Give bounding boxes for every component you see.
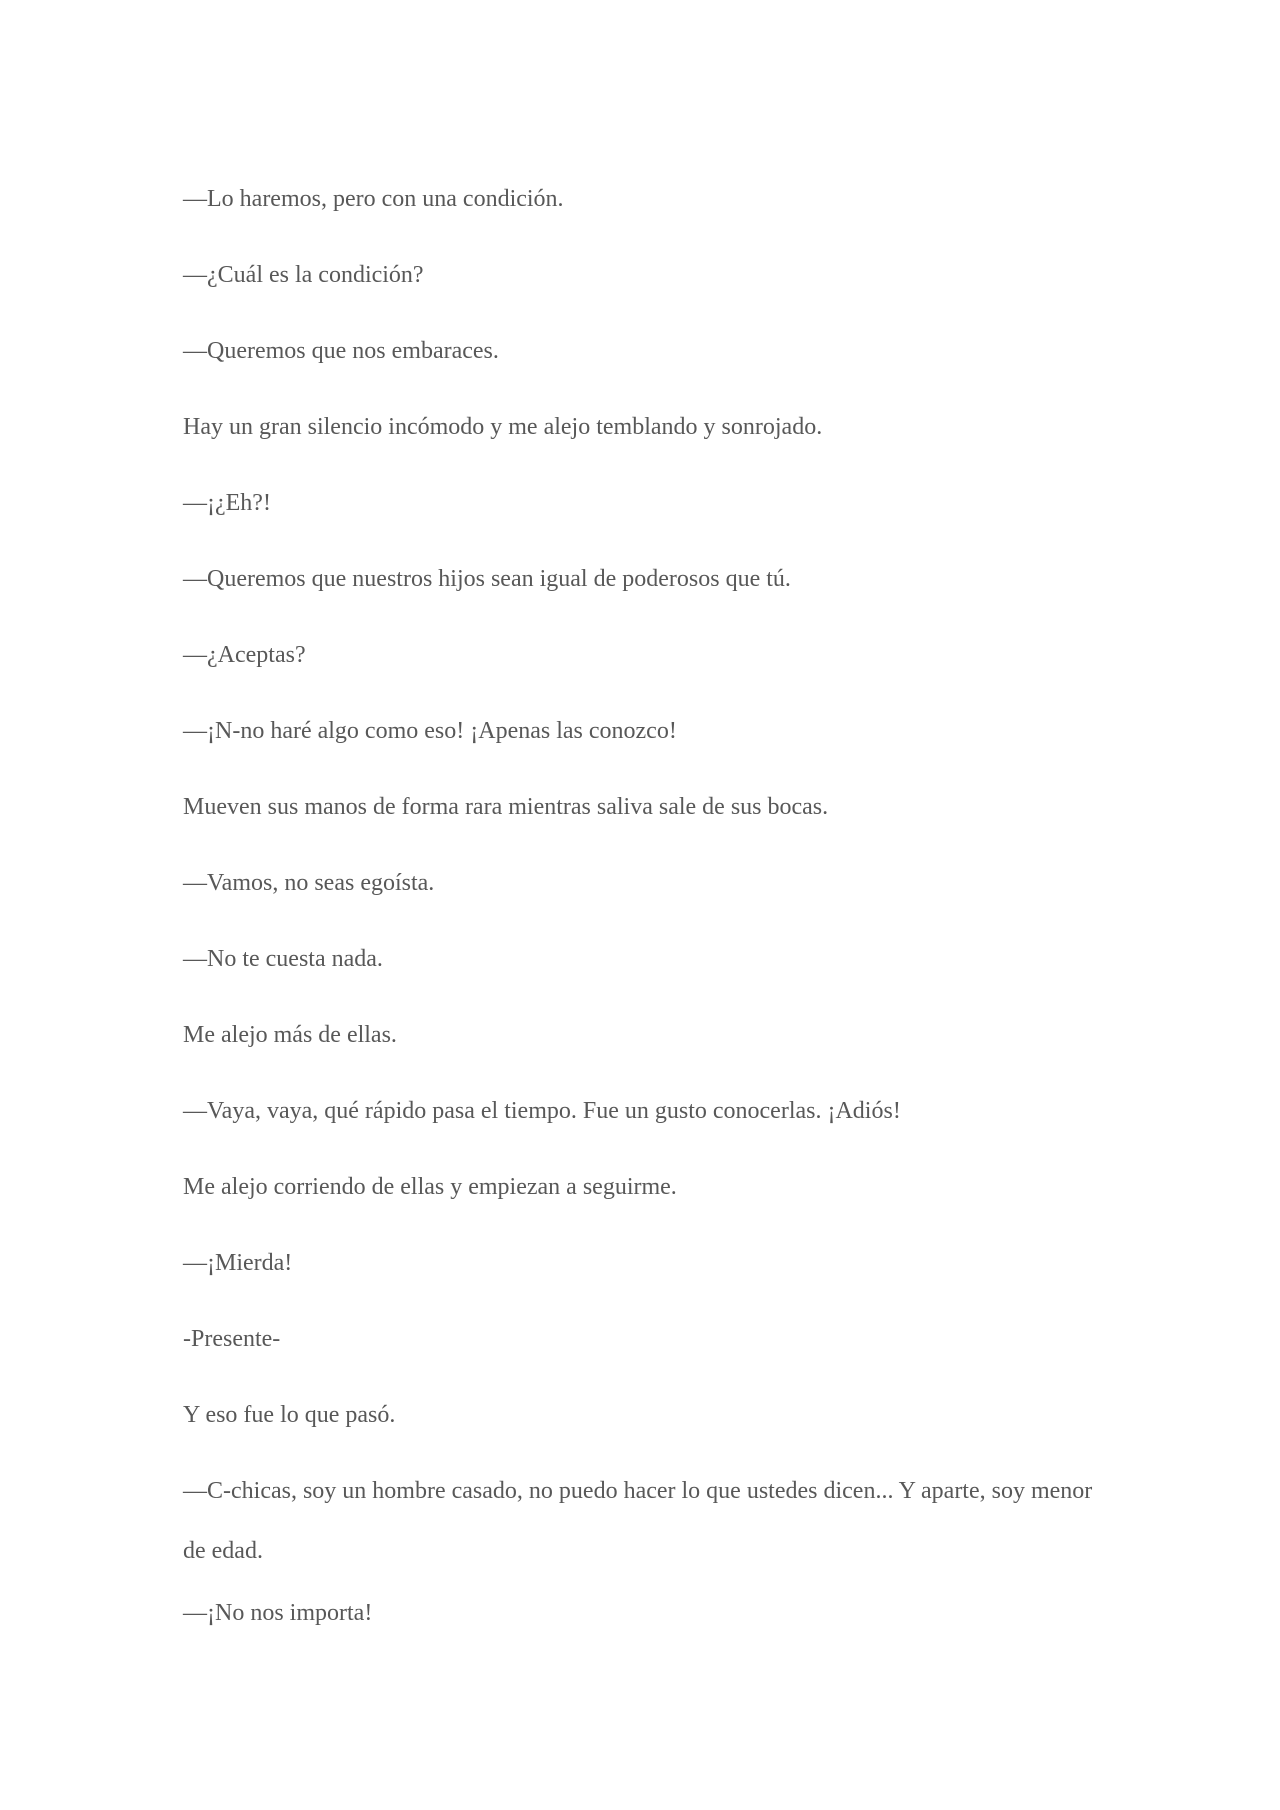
paragraph: —¿Cuál es la condición? — [183, 262, 424, 288]
document-body — [183, 183, 1103, 1673]
paragraph: —¡¿Eh?! — [183, 490, 271, 516]
paragraph: —¡No nos importa! — [183, 1600, 373, 1626]
paragraph: —C-chicas, soy un hombre casado, no puedo hacer lo que ustedes dicen... Y aparte, soy menor de edad. — [183, 1478, 1093, 1564]
paragraph: Hay un gran silencio incómodo y me alejo temblando y sonrojado. — [183, 414, 823, 440]
paragraph: —Vaya, vaya, qué rápido pasa el tiempo. Fue un gusto conocerlas. ¡Adiós! — [183, 1098, 901, 1124]
paragraph: Mueven sus manos de forma rara mientras saliva sale de sus bocas. — [183, 794, 829, 820]
paragraph: —¡Mierda! — [183, 1250, 293, 1276]
paragraph: —Queremos que nos embaraces. — [183, 338, 499, 364]
paragraph: —Vamos, no seas egoísta. — [183, 870, 435, 896]
scene-marker: -Presente- — [183, 1326, 281, 1352]
paragraph: Me alejo más de ellas. — [183, 1022, 397, 1048]
paragraph: Me alejo corriendo de ellas y empiezan a seguirme. — [183, 1174, 677, 1200]
paragraph: Y eso fue lo que pasó. — [183, 1402, 396, 1428]
paragraph: —Queremos que nuestros hijos sean igual de poderosos que tú. — [183, 566, 791, 592]
paragraph: —Lo haremos, pero con una condición. — [183, 186, 564, 212]
paragraph: —¡N-no haré algo como eso! ¡Apenas las conozco! — [183, 718, 677, 744]
paragraph: —No te cuesta nada. — [183, 946, 383, 972]
paragraph: —¿Aceptas? — [183, 642, 306, 668]
